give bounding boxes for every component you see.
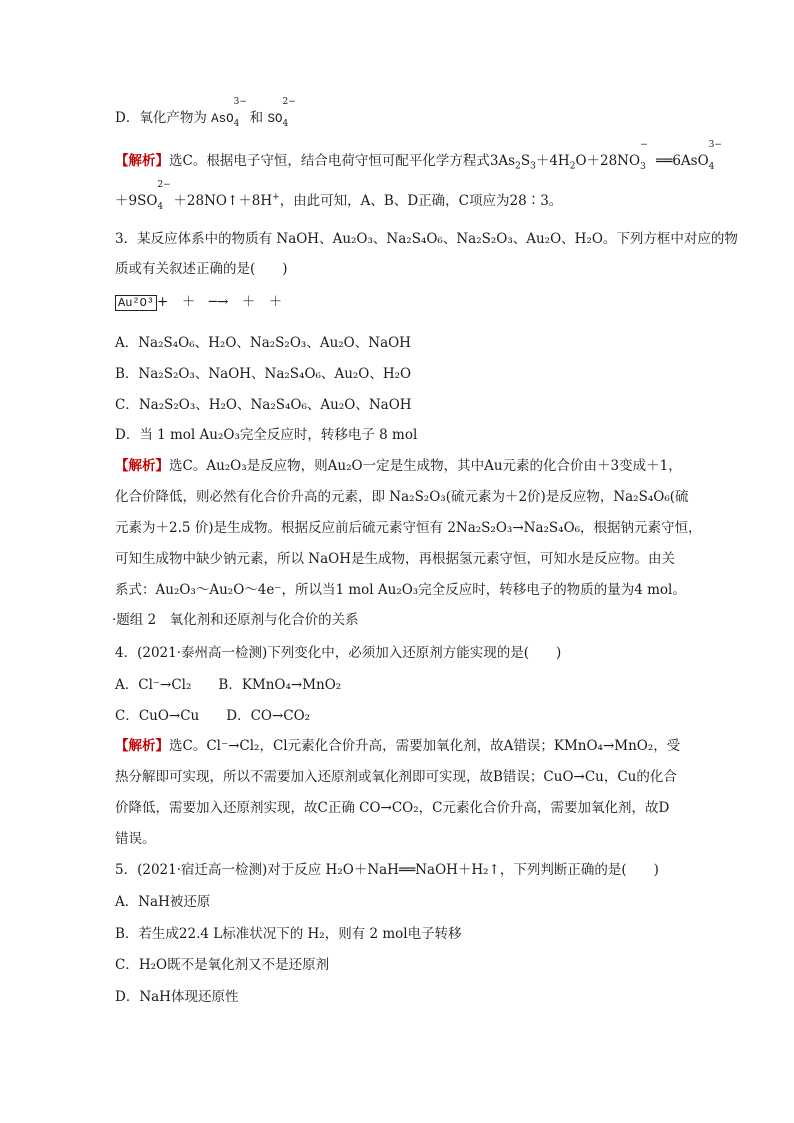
ion-charge-stack xyxy=(708,139,725,172)
ion-charge-stack xyxy=(233,96,250,129)
conjunction: 和 xyxy=(249,110,268,126)
ion-charge-stack xyxy=(282,96,298,129)
q5-option-c: C．H₂O既不是氧化剂又不是还原剂 xyxy=(115,957,330,973)
ion-charge: 2− xyxy=(282,96,296,107)
analysis-label: 【解析】 xyxy=(115,458,169,474)
analysis-text: S xyxy=(520,153,531,169)
q4-analysis-line-4: 错误。 xyxy=(115,831,156,847)
subscript: 3 xyxy=(530,161,536,172)
analysis-text: ，由此可知，A、B、D正确，C项应为28∶3。 xyxy=(279,193,563,209)
q3-analysis-line-4: 可知生成物中缺少钠元素，所以 NaOH是生成物，再根据氢元素守恒，可知水是反应物。由关 xyxy=(115,551,675,567)
q2-analysis-line-2 xyxy=(115,179,563,212)
ion-charge: 3− xyxy=(233,96,247,107)
q4-options-cd: C．CuO→Cu D．CO→CO₂ xyxy=(115,708,311,724)
q4-options-ab: A．Cl⁻→Cl₂ B．KMnO₄→MnO₂ xyxy=(115,677,342,693)
analysis-text: 选C。根据电子守恒，结合电荷守恒可配平化学方程式3As xyxy=(169,153,516,169)
q3-reaction-box-row xyxy=(115,292,282,312)
q4-stem: 4．(2021·泰州高一检测)下列变化中，必须加入还原剂方能实现的是( ) xyxy=(115,645,562,661)
superscript: + xyxy=(272,192,280,203)
analysis-text: 选C。Au₂O₃是反应物，则Au₂O一定是生成物，其中Au元素的化合价由＋3变成＋1， xyxy=(169,458,682,474)
q3-analysis-line-5: 系式：Au₂O₃～Au₂O～4e⁻，所以当1 mol Au₂O₃完全反应时，转移电子的物质的量为4 mol。 xyxy=(115,582,686,598)
q3-stem-line-1: 3．某反应体系中的物质有 NaOH、Au₂O₃、Na₂S₄O₆、Na₂S₂O₃、Au₂O、H₂O。下列方框中对应的物 xyxy=(115,231,738,247)
q4-analysis-line-2: 热分解即可实现，所以不需要加入还原剂或氧化剂即可实现，故B错误；CuO→Cu，Cu的化合 xyxy=(115,769,677,785)
q5-stem: 5．(2021·宿迁高一检测)对于反应 H₂O＋NaH══NaOH＋H₂↑，下列判断正确的是( ) xyxy=(115,862,659,878)
ion-charge: 2− xyxy=(157,179,171,190)
q3-option-b: B．Na₂S₂O₃、NaOH、Na₂S₄O₆、Au₂O、H₂O xyxy=(115,366,412,382)
analysis-text: ＋4H xyxy=(535,153,570,169)
ion-charge-stack xyxy=(157,179,173,212)
analysis-label: 【解析】 xyxy=(115,738,169,754)
ion-subscript: 4 xyxy=(233,118,240,129)
subscript: 2 xyxy=(515,161,521,172)
q3-stem-line-2: 质或有关叙述正确的是( ) xyxy=(115,261,288,277)
ion-charge-stack xyxy=(640,139,656,172)
analysis-text: O＋28NO xyxy=(575,153,641,169)
q2-analysis-line-1 xyxy=(115,139,725,172)
q3-analysis-line-2: 化合价降低，则必然有化合价升高的元素，即 Na₂S₂O₃(硫元素为＋2价)是反应物，Na₂S₄O₆(硫 xyxy=(115,489,689,505)
analysis-label: 【解析】 xyxy=(115,153,169,169)
q3-analysis-line-3: 元素为＋2.5 价)是生成物。根据反应前后硫元素守恒有 2Na₂S₂O₃→Na₂S₄O₆，根据钠元素守恒， xyxy=(115,520,702,536)
q3-option-c: C．Na₂S₂O₃、H₂O、Na₂S₄O₆、Au₂O、NaOH xyxy=(115,397,412,413)
ion-charge: − xyxy=(640,139,648,150)
answer-box: Au²O³ xyxy=(115,295,157,311)
q3-option-a: A．Na₂S₄O₆、H₂O、Na₂S₂O₃、Au₂O、NaOH xyxy=(115,335,411,351)
ion-subscript: 4 xyxy=(282,118,289,129)
analysis-text: ══6AsO xyxy=(656,153,709,169)
subscript: 2 xyxy=(569,161,576,172)
reaction-blanks: + ＋ ─→ ＋ ＋ xyxy=(157,294,283,310)
ion-subscript: 4 xyxy=(157,201,164,212)
formula-aso: AsO xyxy=(211,112,234,126)
ion-subscript: 3 xyxy=(640,161,646,172)
q5-option-d: D．NaH体现还原性 xyxy=(115,989,239,1005)
analysis-text: 选C。Cl⁻→Cl₂，Cl元素化合价升高，需要加氧化剂，故A错误；KMnO₄→MnO₂，受 xyxy=(169,738,681,754)
ion-subscript: 4 xyxy=(708,161,715,172)
analysis-text: ＋28NO↑＋8H xyxy=(173,193,273,209)
q3-analysis-line-1 xyxy=(115,456,682,476)
formula-so: SO xyxy=(267,112,283,126)
ion-charge: 3− xyxy=(708,139,722,150)
q3-option-d: D．当 1 mol Au₂O₃完全反应时，转移电子 8 mol xyxy=(115,427,418,443)
q5-option-b: B．若生成22.4 L标准状况下的 H₂，则有 2 mol电子转移 xyxy=(115,926,462,942)
q2-option-d xyxy=(115,96,298,129)
q2-option-d-text: D．氧化产物为 xyxy=(115,110,212,126)
q4-analysis-line-1 xyxy=(115,736,680,756)
group-2-title: ·题组 2 氧化剂和还原剂与化合价的关系 xyxy=(112,612,359,628)
q4-analysis-line-3: 价降低，需要加入还原剂实现，故C正确 CO→CO₂，C元素化合价升高，需要加氧化剂，故D xyxy=(115,800,670,816)
q5-option-a: A．NaH被还原 xyxy=(115,894,211,910)
analysis-text: ＋9SO xyxy=(115,193,158,209)
